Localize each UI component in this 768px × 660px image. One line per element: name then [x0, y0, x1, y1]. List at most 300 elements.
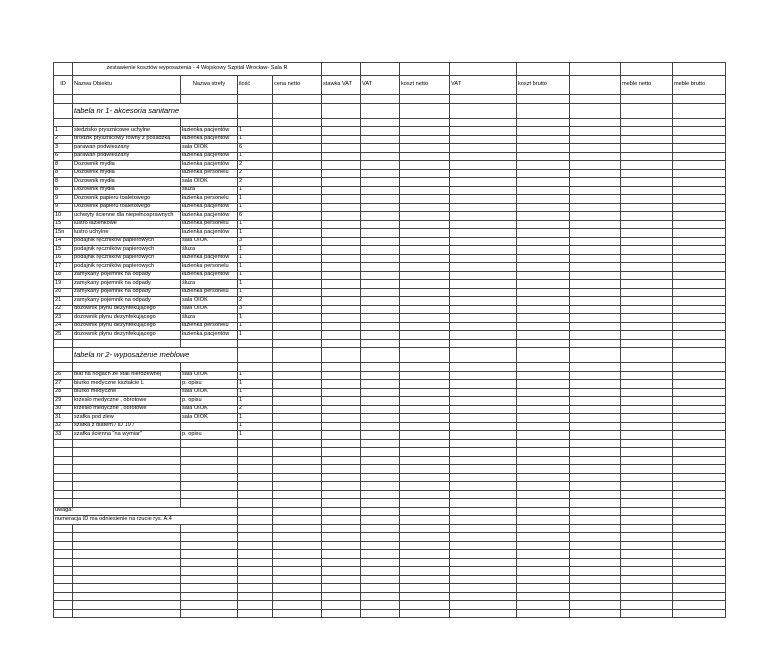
cell[interactable] [273, 331, 322, 340]
cell[interactable] [361, 439, 400, 448]
cell[interactable] [517, 448, 570, 457]
cell[interactable] [73, 473, 181, 482]
cell[interactable] [273, 371, 322, 380]
cell[interactable] [273, 203, 322, 212]
cell[interactable] [322, 348, 361, 363]
cell[interactable] [570, 473, 621, 482]
cell[interactable] [570, 186, 621, 195]
cell[interactable] [273, 314, 322, 323]
zone-name[interactable]: p. opisu [181, 431, 238, 440]
cell[interactable] [673, 550, 726, 559]
cell[interactable] [361, 609, 400, 618]
cell[interactable] [400, 348, 450, 363]
item-name[interactable]: brodzik prysznicowy równy z posadzką [73, 135, 181, 144]
cell[interactable] [322, 178, 361, 187]
cell[interactable] [673, 178, 726, 187]
quantity[interactable]: 2 [238, 169, 273, 178]
cell[interactable] [673, 203, 726, 212]
quantity[interactable]: 1 [238, 220, 273, 229]
cell[interactable] [400, 456, 450, 465]
cell[interactable] [621, 550, 673, 559]
cell[interactable] [400, 465, 450, 474]
cell[interactable] [673, 482, 726, 491]
quantity[interactable]: 1 [238, 380, 273, 389]
cell[interactable] [54, 592, 73, 601]
note-text[interactable]: uwaga: [54, 507, 238, 516]
row-id[interactable]: 30 [54, 405, 73, 414]
cell[interactable] [273, 280, 322, 289]
cell[interactable] [273, 584, 322, 593]
cell[interactable] [238, 584, 273, 593]
cell[interactable] [361, 314, 400, 323]
cell[interactable] [673, 490, 726, 499]
cell[interactable] [322, 103, 361, 118]
cell[interactable] [361, 280, 400, 289]
cell[interactable] [673, 297, 726, 306]
cell[interactable] [450, 499, 517, 508]
cell[interactable] [450, 490, 517, 499]
cell[interactable] [673, 584, 726, 593]
cell[interactable] [322, 135, 361, 144]
cell[interactable] [238, 516, 273, 525]
cell[interactable] [361, 592, 400, 601]
cell[interactable] [73, 499, 181, 508]
cell[interactable] [361, 558, 400, 567]
cell[interactable] [322, 490, 361, 499]
cell[interactable] [238, 456, 273, 465]
cell[interactable] [570, 305, 621, 314]
column-header[interactable]: koszt netto [400, 76, 450, 95]
item-name[interactable]: Dozownik papieru toaletowego [73, 203, 181, 212]
cell[interactable] [238, 473, 273, 482]
cell[interactable] [517, 431, 570, 440]
item-name[interactable]: podajnik ręczników papierowych [73, 254, 181, 263]
row-id[interactable]: 24 [54, 322, 73, 331]
cell[interactable] [621, 169, 673, 178]
row-id[interactable]: 15n [54, 229, 73, 238]
cell[interactable] [361, 414, 400, 423]
cell[interactable] [361, 263, 400, 272]
cell[interactable] [400, 322, 450, 331]
cell[interactable] [570, 609, 621, 618]
cell[interactable] [673, 524, 726, 533]
zone-name[interactable] [181, 422, 238, 431]
cell[interactable] [322, 161, 361, 170]
cell[interactable] [517, 422, 570, 431]
cell[interactable] [400, 195, 450, 204]
cell[interactable] [517, 405, 570, 414]
cell[interactable] [673, 465, 726, 474]
cell[interactable] [361, 254, 400, 263]
cell[interactable] [273, 414, 322, 423]
row-id[interactable]: 16 [54, 254, 73, 263]
cell[interactable] [400, 246, 450, 255]
zone-name[interactable]: łazienka personelu [181, 169, 238, 178]
cell[interactable] [621, 161, 673, 170]
cell[interactable] [450, 254, 517, 263]
cell[interactable] [450, 212, 517, 221]
cell[interactable] [570, 331, 621, 340]
item-name[interactable]: blat na nogach ze stali nierdzewnej [73, 371, 181, 380]
cell[interactable] [450, 339, 517, 348]
cell[interactable] [273, 339, 322, 348]
cell[interactable] [450, 524, 517, 533]
cell[interactable] [621, 499, 673, 508]
quantity[interactable]: 1 [238, 152, 273, 161]
cell[interactable] [73, 490, 181, 499]
cell[interactable] [673, 473, 726, 482]
cell[interactable] [621, 246, 673, 255]
cell[interactable] [322, 314, 361, 323]
cell[interactable] [450, 305, 517, 314]
cell[interactable] [450, 584, 517, 593]
cell[interactable] [517, 533, 570, 542]
cell[interactable] [621, 118, 673, 127]
cell[interactable] [400, 280, 450, 289]
cell[interactable] [54, 575, 73, 584]
cell[interactable] [570, 288, 621, 297]
zone-name[interactable]: p. opisu [181, 380, 238, 389]
cell[interactable] [517, 473, 570, 482]
cell[interactable] [517, 609, 570, 618]
cell[interactable] [517, 127, 570, 136]
cell[interactable] [238, 482, 273, 491]
cell[interactable] [570, 507, 621, 516]
cell[interactable] [273, 575, 322, 584]
cell[interactable] [322, 473, 361, 482]
row-id[interactable]: 33 [54, 431, 73, 440]
cell[interactable] [621, 414, 673, 423]
cell[interactable] [517, 380, 570, 389]
cell[interactable] [570, 254, 621, 263]
cell[interactable] [673, 161, 726, 170]
cell[interactable] [322, 414, 361, 423]
cell[interactable] [673, 152, 726, 161]
cell[interactable] [450, 363, 517, 372]
cell[interactable] [181, 541, 238, 550]
cell[interactable] [73, 558, 181, 567]
cell[interactable] [450, 414, 517, 423]
quantity[interactable]: 2 [238, 161, 273, 170]
quantity[interactable]: 2 [238, 405, 273, 414]
zone-name[interactable]: sala OIOK [181, 237, 238, 246]
cell[interactable] [673, 439, 726, 448]
section-title[interactable]: tabela nr 2- wyposażenie meblowe [73, 348, 238, 363]
cell[interactable] [54, 439, 73, 448]
cell[interactable] [238, 499, 273, 508]
cell[interactable] [517, 246, 570, 255]
cell[interactable] [181, 601, 238, 610]
cell[interactable] [517, 237, 570, 246]
cell[interactable] [570, 280, 621, 289]
quantity[interactable]: 1 [238, 186, 273, 195]
cell[interactable] [517, 388, 570, 397]
cell[interactable] [361, 229, 400, 238]
cell[interactable] [400, 103, 450, 118]
cell[interactable] [273, 237, 322, 246]
cell[interactable] [673, 331, 726, 340]
cell[interactable] [400, 473, 450, 482]
cell[interactable] [322, 541, 361, 550]
zone-name[interactable]: sala OIOK [181, 297, 238, 306]
cell[interactable] [621, 254, 673, 263]
cell[interactable] [450, 331, 517, 340]
sheet-title[interactable]: zestawienie kosztów wyposażenia - 4 Wojskowy Szpital Wrocław- Sala R [73, 63, 322, 76]
cell[interactable] [621, 533, 673, 542]
cell[interactable] [450, 195, 517, 204]
cell[interactable] [322, 127, 361, 136]
cell[interactable] [181, 575, 238, 584]
cell[interactable] [273, 533, 322, 542]
cell[interactable] [450, 371, 517, 380]
cell[interactable] [361, 507, 400, 516]
cell[interactable] [673, 348, 726, 363]
cell[interactable] [322, 405, 361, 414]
quantity[interactable]: 1 [238, 331, 273, 340]
item-name[interactable]: szafka ścienna "na wymiar" [73, 431, 181, 440]
cell[interactable] [570, 178, 621, 187]
column-header[interactable]: cena netto [273, 76, 322, 95]
column-header[interactable]: meble brutto [673, 76, 726, 95]
cell[interactable] [570, 490, 621, 499]
cell[interactable] [450, 63, 517, 76]
cell[interactable] [673, 609, 726, 618]
cell[interactable] [54, 456, 73, 465]
row-id[interactable]: 25 [54, 331, 73, 340]
cell[interactable] [273, 305, 322, 314]
cell[interactable] [54, 473, 73, 482]
cell[interactable] [517, 118, 570, 127]
cell[interactable] [400, 254, 450, 263]
cell[interactable] [322, 203, 361, 212]
cell[interactable] [322, 118, 361, 127]
zone-name[interactable]: łazienka pacjentów [181, 152, 238, 161]
row-id[interactable]: 8 [54, 169, 73, 178]
cell[interactable] [361, 397, 400, 406]
cell[interactable] [570, 195, 621, 204]
cell[interactable] [517, 567, 570, 576]
cell[interactable] [450, 397, 517, 406]
cell[interactable] [273, 263, 322, 272]
row-id[interactable]: 3 [54, 144, 73, 153]
quantity[interactable]: 6 [238, 212, 273, 221]
cell[interactable] [73, 541, 181, 550]
cell[interactable] [273, 609, 322, 618]
cell[interactable] [273, 152, 322, 161]
cell[interactable] [673, 280, 726, 289]
cell[interactable] [570, 103, 621, 118]
cell[interactable] [361, 490, 400, 499]
cell[interactable] [400, 490, 450, 499]
row-id[interactable]: 9 [54, 195, 73, 204]
cell[interactable] [450, 263, 517, 272]
cell[interactable] [400, 314, 450, 323]
cell[interactable] [673, 314, 726, 323]
row-id[interactable]: 28 [54, 388, 73, 397]
cell[interactable] [181, 584, 238, 593]
cell[interactable] [517, 439, 570, 448]
row-id[interactable]: 27 [54, 380, 73, 389]
cell[interactable] [361, 246, 400, 255]
cell[interactable] [181, 550, 238, 559]
cell[interactable] [361, 348, 400, 363]
cell[interactable] [673, 363, 726, 372]
cell[interactable] [450, 405, 517, 414]
cell[interactable] [181, 490, 238, 499]
cell[interactable] [570, 533, 621, 542]
cell[interactable] [517, 220, 570, 229]
cell[interactable] [517, 339, 570, 348]
cell[interactable] [621, 524, 673, 533]
cell[interactable] [361, 371, 400, 380]
cell[interactable] [673, 135, 726, 144]
cell[interactable] [450, 558, 517, 567]
cell[interactable] [273, 388, 322, 397]
cell[interactable] [181, 465, 238, 474]
cell[interactable] [273, 448, 322, 457]
cell[interactable] [73, 601, 181, 610]
cell[interactable] [673, 431, 726, 440]
cell[interactable] [517, 507, 570, 516]
item-name[interactable]: dozownik płynu dezynfekującego [73, 305, 181, 314]
cell[interactable] [54, 541, 73, 550]
cell[interactable] [570, 541, 621, 550]
zone-name[interactable]: sala OIOK [181, 414, 238, 423]
cell[interactable] [517, 152, 570, 161]
cell[interactable] [322, 195, 361, 204]
cell[interactable] [517, 397, 570, 406]
cell[interactable] [621, 439, 673, 448]
cell[interactable] [400, 297, 450, 306]
cell[interactable] [361, 135, 400, 144]
cell[interactable] [73, 567, 181, 576]
item-name[interactable]: krzesło medyczne , obrotowe [73, 397, 181, 406]
cell[interactable] [361, 388, 400, 397]
cell[interactable] [673, 237, 726, 246]
cell[interactable] [322, 371, 361, 380]
cell[interactable] [361, 456, 400, 465]
cell[interactable] [322, 499, 361, 508]
cell[interactable] [361, 448, 400, 457]
cell[interactable] [621, 363, 673, 372]
cell[interactable] [181, 118, 238, 127]
cell[interactable] [322, 456, 361, 465]
zone-name[interactable]: sala OIOK [181, 178, 238, 187]
item-name[interactable]: lustro uchylne [73, 229, 181, 238]
cell[interactable] [273, 482, 322, 491]
cell[interactable] [361, 195, 400, 204]
zone-name[interactable]: p. opisu [181, 397, 238, 406]
quantity[interactable]: 1 [238, 314, 273, 323]
cell[interactable] [570, 322, 621, 331]
cell[interactable] [273, 516, 322, 525]
cell[interactable] [673, 186, 726, 195]
quantity[interactable]: 1 [238, 127, 273, 136]
cell[interactable] [517, 331, 570, 340]
cell[interactable] [400, 339, 450, 348]
cell[interactable] [322, 567, 361, 576]
cell[interactable] [450, 575, 517, 584]
cell[interactable] [400, 95, 450, 104]
cell[interactable] [361, 541, 400, 550]
cell[interactable] [570, 371, 621, 380]
cell[interactable] [517, 263, 570, 272]
cell[interactable] [570, 524, 621, 533]
cell[interactable] [273, 169, 322, 178]
cell[interactable] [621, 237, 673, 246]
cell[interactable] [361, 103, 400, 118]
cell[interactable] [322, 609, 361, 618]
cell[interactable] [400, 229, 450, 238]
cell[interactable] [570, 601, 621, 610]
cell[interactable] [322, 584, 361, 593]
cell[interactable] [673, 516, 726, 525]
cell[interactable] [400, 533, 450, 542]
row-id[interactable]: 1 [54, 127, 73, 136]
cell[interactable] [322, 322, 361, 331]
cell[interactable] [181, 339, 238, 348]
quantity[interactable]: 1 [238, 322, 273, 331]
cell[interactable] [54, 348, 73, 363]
cell[interactable] [517, 524, 570, 533]
cell[interactable] [517, 271, 570, 280]
cell[interactable] [400, 380, 450, 389]
row-id[interactable]: 23 [54, 314, 73, 323]
cell[interactable] [73, 339, 181, 348]
item-name[interactable]: lustro łazienkowe [73, 220, 181, 229]
cell[interactable] [400, 271, 450, 280]
cell[interactable] [322, 237, 361, 246]
cell[interactable] [673, 567, 726, 576]
cell[interactable] [450, 186, 517, 195]
cell[interactable] [621, 271, 673, 280]
row-id[interactable]: 32 [54, 422, 73, 431]
item-name[interactable]: Dozownik papieru toaletowego [73, 195, 181, 204]
item-name[interactable]: podajnik ręczników papierowych [73, 237, 181, 246]
cell[interactable] [400, 414, 450, 423]
cell[interactable] [450, 288, 517, 297]
cell[interactable] [361, 271, 400, 280]
item-name[interactable]: dozownik płynu dezynfekującego [73, 331, 181, 340]
cell[interactable] [273, 499, 322, 508]
cell[interactable] [621, 348, 673, 363]
cell[interactable] [450, 297, 517, 306]
cell[interactable] [400, 152, 450, 161]
cell[interactable] [238, 541, 273, 550]
quantity[interactable]: 3 [238, 237, 273, 246]
cell[interactable] [621, 490, 673, 499]
cell[interactable] [517, 103, 570, 118]
cell[interactable] [621, 195, 673, 204]
row-id[interactable]: 8 [54, 161, 73, 170]
cell[interactable] [273, 288, 322, 297]
zone-name[interactable]: łazienka personelu [181, 195, 238, 204]
quantity[interactable]: 1 [238, 397, 273, 406]
cell[interactable] [450, 533, 517, 542]
cell[interactable] [400, 237, 450, 246]
cell[interactable] [181, 592, 238, 601]
cell[interactable] [621, 541, 673, 550]
cell[interactable] [621, 558, 673, 567]
cell[interactable] [400, 431, 450, 440]
cell[interactable] [322, 63, 361, 76]
row-id[interactable]: 22 [54, 305, 73, 314]
cell[interactable] [54, 524, 73, 533]
cell[interactable] [322, 152, 361, 161]
cell[interactable] [361, 331, 400, 340]
cell[interactable] [570, 169, 621, 178]
quantity[interactable]: 1 [238, 271, 273, 280]
